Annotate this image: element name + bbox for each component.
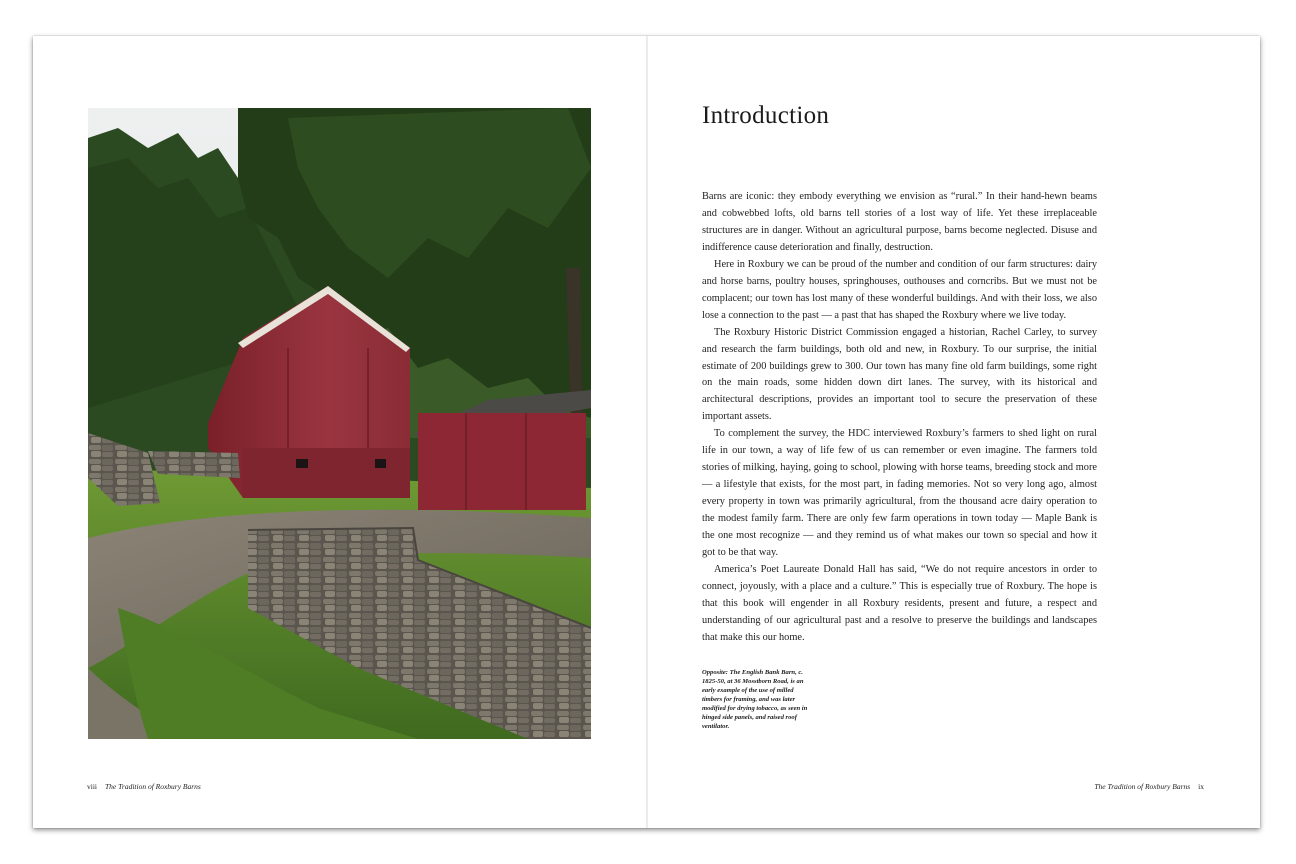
right-folio (1094, 782, 1204, 791)
page-title: Introduction (702, 102, 830, 129)
running-head: The Tradition of Roxbury Barns (1094, 782, 1191, 791)
paragraph: America’s Poet Laureate Donald Hall has said, “We do not require ancestors in order to connect, joyously, with a place and a culture.” This is especially true of Roxbury. The hope is that this book will engender in all Roxbury residents, present and future, a respect and understanding of our agricultural past and a resolve to preserve the buildings and landscapes that make this our home. (702, 563, 1097, 643)
left-folio (87, 782, 201, 791)
photo-caption: Opposite: The English Bank Barn, c. 1825-50, at 36 Mosstborn Road, is an early example of the use of milled timbers for framing, and was later modified for drying tobacco, as seen in hinged side panels, and raised roof ventilator. (702, 669, 808, 730)
paragraph: The Roxbury Historic District Commission engaged a historian, Rachel Carley, to survey and research the farm buildings, both old and new, in Roxbury. To our surprise, the initial estimate of 200 buildings grew to 300. Our town has many fine old farm buildings, some right on the main roads, some hidden down dirt lanes. The survey, with its historical and architectural descriptions, provides an important tool to secure the preservation of these important assets. (702, 326, 1097, 423)
page-gutter (646, 36, 648, 828)
page-number: viii (87, 782, 98, 791)
paragraph: To complement the survey, the HDC interviewed Roxbury’s farmers to shed light on rural life in our town, a way of life few of us can remember or even imagine. The farmers told stories of milking, haying, going to school, plowing with horse teams, breeding stock and more — a lifestyle that exists, for the most part, in fading memories. Not so very long ago, almost every property in town was primarily agricultural, from the thousand acre dairy operation to the modest family farm. There are only few farm operations in town today — Maple Bank is the one most recognize — and they remind us of what makes our town so special and how it got to be that way. (702, 428, 1097, 559)
introduction-body (702, 189, 1097, 647)
book-spread (33, 36, 1260, 828)
barn-photo (88, 108, 591, 739)
page-number: ix (1198, 782, 1204, 791)
paragraph: Barns are iconic: they embody everything we envision as “rural.” In their hand-hewn beams and cobwebbed lofts, old barns tell stories of a lost way of life. Yet these irreplaceable structures are in danger. Without an agricultural purpose, barns become neglected. Disuse and indifference cause deterioration and finally, destruction. (702, 191, 1097, 253)
paragraph: Here in Roxbury we can be proud of the number and condition of our farm structures: dairy and horse barns, poultry houses, springhouses, outhouses and corncribs. But we must not be complacent; our town has lost many of these wonderful buildings. And with their loss, we also lose a connection to the past — a past that has shaped the Roxbury where we live today. (702, 258, 1097, 321)
running-head: The Tradition of Roxbury Barns (105, 782, 201, 791)
